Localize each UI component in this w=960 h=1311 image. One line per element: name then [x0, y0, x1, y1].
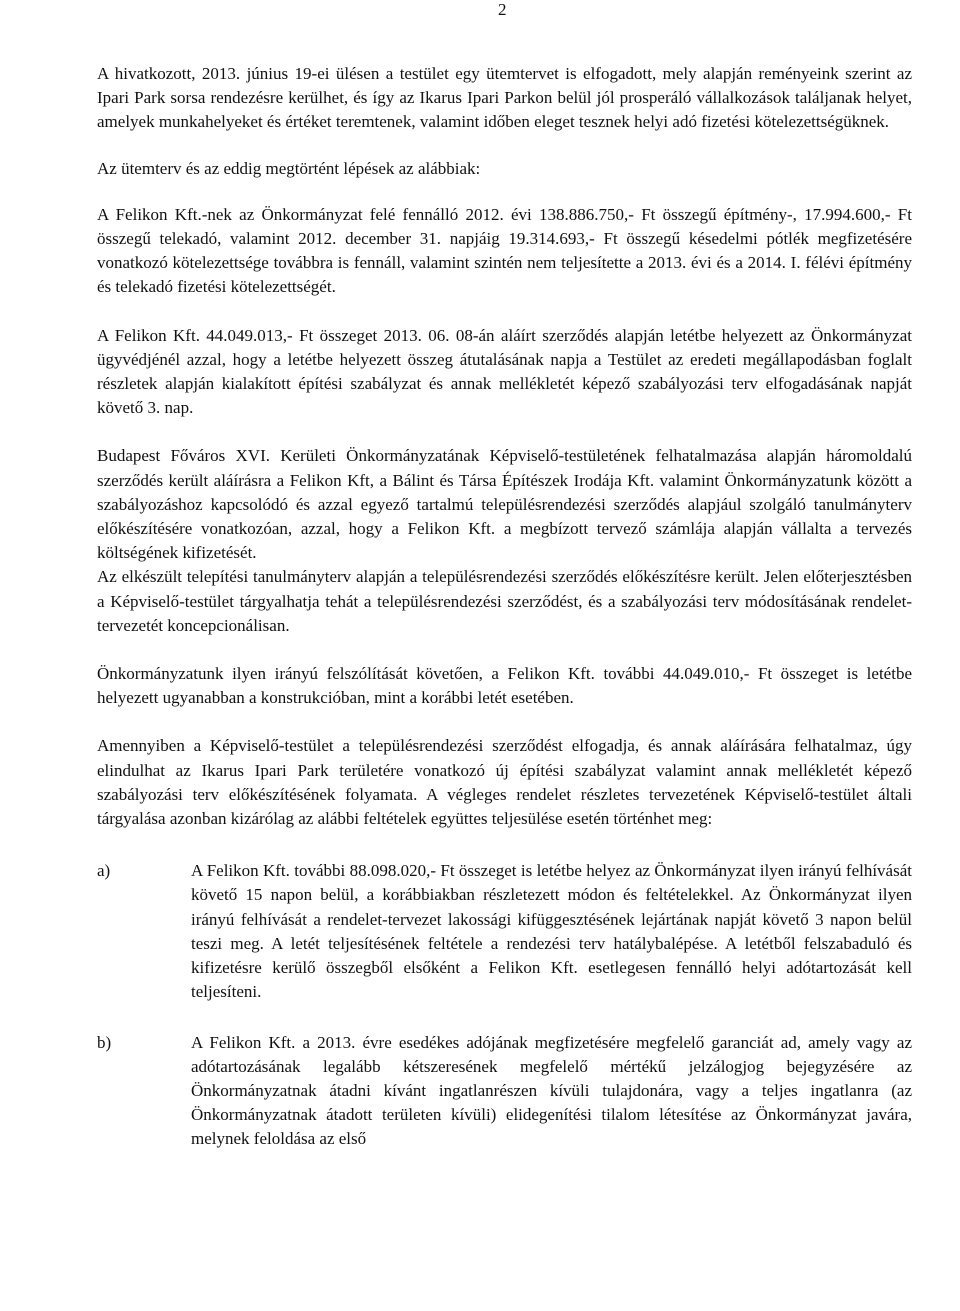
paragraph-conditions: Amennyiben a Képviselő-testület a településrendezési szerződést elfogadja, és annak aláírására felhatalmaz, úgy elindulhat az Ikarus Ipari Park területére vonatkozó új építési szabályzat valamint annak mellékletét képező szabályozási terv előkészítésének folyamata. A végleges rendelet részletes tervezetének Képviselő-testület általi tárgyalása azonban kizárólag az alábbi feltételek együttes teljesülése esetén történhet meg:	[97, 736, 912, 829]
list-item-label: b)	[97, 1032, 112, 1052]
paragraph-tripartite-contract: Budapest Főváros XVI. Kerületi Önkormányzatának Képviselő-testületének felhatalmazása alapján háromoldalú szerződés került aláírásra a Felikon Kft, a Bálint és Társa Építészek Irodája Kft. valamint Önkormányzatunk között a szabályozáshoz kapcsolódó és azzal egyező tartalmú településrendezési szerződés alapjául szolgáló tanulmányterv előkészítésére vonatkozóan, azzal, hogy a Felikon Kft. a megbízott tervező számlája alapján vállalta a tervezés költségének kifizetését.	[97, 446, 912, 563]
list-item-text: A Felikon Kft. további 88.098.020,- Ft összeget is letétbe helyez az Önkormányzat ilyen irányú felhívását követő 15 napon belül, a korábbiakban részletezett módon és feltételekkel. Az Önkormányzat ilyen irányú felhívását a rendelet-tervezet lakossági kifüggesztésének lejártának napját követő 3 napon belül teszi meg. A letét teljesítésének feltétele a rendezési terv hatálybalépése. A letétből felszabaduló és kifizetésre kerülő összegből elsőként a Felikon Kft. esetlegesen fennálló helyi adótartozását kell teljesíteni.	[191, 861, 912, 1002]
paragraph-study-plan: Az elkészült telepítési tanulmányterv alapján a településrendezési szerződés előkészítésre került. Jelen előterjesztésben a Képviselő-testület tárgyalhatja tehát a településrendezési szerződést, és a szabályozási terv módosításának rendelet-tervezetét koncepcionálisan.	[97, 567, 912, 635]
list-item	[97, 859, 912, 1004]
list-item-text: A Felikon Kft. a 2013. évre esedékes adójának megfizetésére megfelelő garanciát ad, amely vagy az adótartozásának legalább kétszeresének megfelelő mértékű jelzálogjog bejegyzésére az Önkormányzatnak átadni kívánt ingatlanrészen kívüli tulajdonára, vagy a teljes ingatlanra (az Önkormányzatnak átadott területen kívüli) elidegenítési tilalom létesítése az Önkormányzat javára, melynek feloldása az első	[191, 1032, 912, 1149]
conditions-list	[97, 859, 912, 1151]
paragraph-schedule-intro: A hivatkozott, 2013. június 19-ei ülésen a testület egy ütemtervet is elfogadott, mely alapján reményeink szerint az Ipari Park sorsa rendezésre kerülhet, és így az Ikarus Ipari Parkon belül jól prosperáló vállalkozások találjanak helyet, amelyek munkahelyeket és értéket teremtenek, valamint időben eleget tesznek helyi adó fizetési kötelezettségüknek.	[97, 64, 912, 132]
paragraph-steps-heading: Az ütemterv és az eddig megtörtént lépések az alábbiak:	[97, 158, 481, 178]
list-item	[97, 1031, 912, 1152]
paragraph-additional-deposit: Önkormányzatunk ilyen irányú felszólítását követően, a Felikon Kft. további 44.049.010,- Ft összeget is letétbe helyezett ugyanabban a konstrukcióban, mint a korábbi letét esetében.	[97, 664, 912, 708]
page-number: 2	[498, 0, 507, 19]
paragraph-tax-debt: A Felikon Kft.-nek az Önkormányzat felé fennálló 2012. évi 138.886.750,- Ft összegű építmény-, 17.994.600,- Ft összegű telekadó, valamint 2012. december 31. napjáig 19.314.693,- Ft összegű késedelmi pótlék megfizetésére vonatkozó kötelezettsége továbbra is fennáll, valamint szintén nem teljesítette a 2013. évi és a 2014. I. félévi építmény és telekadó fizetési kötelezettségét.	[97, 204, 912, 297]
list-item-label: a)	[97, 861, 111, 881]
document-body	[97, 62, 912, 1152]
paragraph-deposit: A Felikon Kft. 44.049.013,- Ft összeget 2013. 06. 08-án aláírt szerződés alapján letétbe helyezett az Önkormányzat ügyvédjénél azzal, hogy a letétbe helyezett összeg átutalásának napja a Testület az eredeti megállapodásban foglalt részletek alapján kialakított építési szabályzat és annak mellékletét képező szabályozási terv elfogadásának napját követő 3. nap.	[97, 325, 912, 418]
